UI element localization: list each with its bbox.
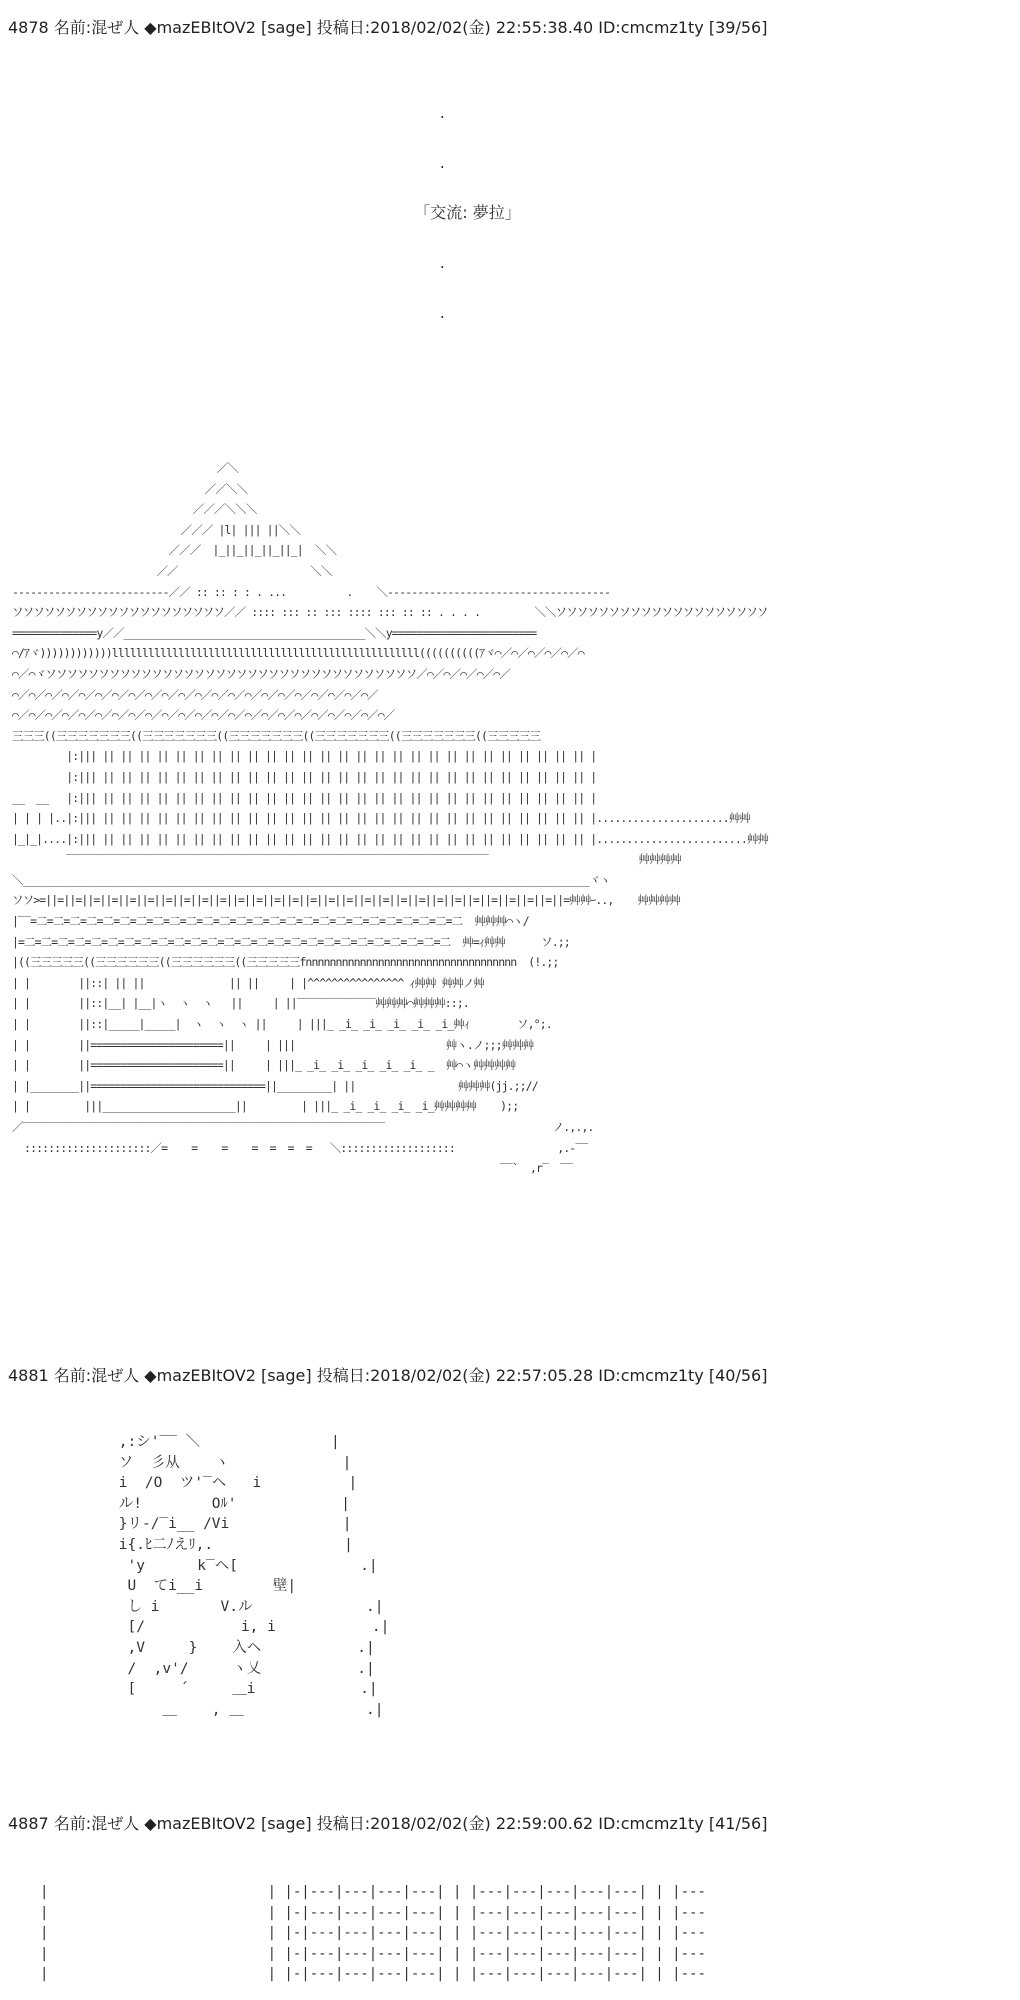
ascii-art-character-wall: ,:シ'‾‾ ＼ | ソ 彡从 ヽ | i /O ツ'‾ヘ i | ル! Oﾙ' | }リ-/‾i__ /Vi | i{.ﾋ二ﾉえﾘ,. | 'y k‾ヘ[ .| U てi__i 壁| し i V.ル .| [/ i, i .| ,V } 入ヘ .| / ,v'/ ヽ乂 .| [ ´ ＿i .| ＿ , ＿ .| bbox=[118, 1434, 390, 1718]
post-header: 4881 名前:混ぜ人 ◆mazEBItOV2 [sage] 投稿日:2018/02/02(金) 22:57:05.28 ID:cmcmz1ty [40/56] bbox=[8, 1366, 768, 1385]
ascii-art-house: ／＼ ／／＼＼ ／／／＼＼＼ ／／／ |l| ||| ||＼＼ ／／／ |_||_||_||_||_| ＼＼ ／／ ＼＼ --------------------------／／ :: :: : : . ... . ＼------------------------------------- ソソソソソソソソソソソソソソソソソソソソ／／ :::: ::: :: ::: :::: ::: :: :: . . . . ＼＼ソソソソソソソソソソソソソソソソソソソソ ==============y／／________________________________________＼＼y======================== ⌒/ｱヾ))))))))))))lllllllllllllllllllllllllllllllllllllllllllllllllll((((((((((ｱヾ⌒／⌒／⌒／⌒／⌒／⌒ ⌒／⌒ヾソソソソソソソソソソソソソソソソソソソソソソソソソソソソソソソソソソソ／⌒／⌒／⌒／⌒／⌒／ ⌒／⌒／⌒／⌒／⌒／⌒／⌒／⌒／⌒／⌒／⌒／⌒／⌒／⌒／⌒／⌒／⌒／⌒／⌒／⌒／⌒／⌒／ ⌒／⌒／⌒／⌒／⌒／⌒／⌒／⌒／⌒／⌒／⌒／⌒／⌒／⌒／⌒／⌒／⌒／⌒／⌒／⌒／⌒／⌒／⌒／ 三三三((三三三三三三三((三三三三三三三((三三三三三三三((三三三三三三三((三三三三三三三((三三三三三 |:||| || || || || || || || || || || || || || || || || || || || || || || || || || || || | |:||| || || || || || || || || || || || || || || || || || || || || || || || || || || || | __ __ |:||| || || || || || || || || || || || || || || || || || || || || || || || || || || || | | | | |..|:||| || || || || || || || || || || || || || || || || || || || || || || || || || || || |......................艸艸 |_|_|....|:||| || || || || || || || || || || || || || || || || || || || || || || || || || || || |.........................艸艸 ‾‾‾‾‾‾‾‾‾‾‾‾‾‾‾‾‾‾‾‾‾‾‾‾‾‾‾‾‾‾‾‾‾‾‾‾‾‾‾‾‾‾‾‾‾‾‾‾‾‾‾‾‾‾‾‾‾‾‾‾‾‾‾‾‾‾‾‾‾‾ 艸艸艸艸 ＼______________________________________________________________________________________________ヾヽ ソソ>=||=||=||=||=||=||=||=||=||=||=||=||=||=||=||=||=||=||=||=||=||=||=||=||=||=||=||=||=||=艸艸ｰ.., 艸艸艸艸 |‾‾=二=二=二=二=二=二=二=二=二=二=二=二=二=二=二=二=二=二=二=二=二=二=二=二=二=二 艸艸艸⌒ヽ/ |=二=二=二=二=二=二=二=二=二=二=二=二=二=二=二=二=二=二=二=二=二=二=二=二=二=二 艸=ｨ艸艸 ソ.;; |((三三三三三((三三三三三三((三三三三三三((三三三三三fnnnnnnnnnnnnnnnnnnnnnnnnnnnnnnnnnnn (!.;; | | ||::| || || || || | |^^^^^^^^^^^^^^^^ ｨ艸艸 艸艸ノ艸 | | ||::|__| |__|ヽ ヽ ヽ || | ||‾‾‾‾‾‾‾‾‾‾‾‾‾艸艸艸⌒艸艸艸::;. | | ||::|_____|_____| ヽ ヽ ヽ || | |||_ _i_ _i_ _i_ _i_ _i_艸ｨ ソ,°;. | | ||======================|| | ||| 艸ヽ.ノ;;;艸艸艸 | | ||======================|| | |||_ _i_ _i_ _i_ _i_ _i_ _ 艸⌒ヽ艸艸艸艸 | |________||=============================||_________| || 艸艸艸(jj.;;// | | |||______________________|| | |||_ _i_ _i_ _i_ _i_艸艸艸艸 );; ／‾‾‾‾‾‾‾‾‾‾‾‾‾‾‾‾‾‾‾‾‾‾‾‾‾‾‾‾‾‾‾‾‾‾‾‾‾‾‾‾‾‾‾‾‾‾‾‾‾‾‾‾‾‾‾‾‾‾‾‾ ノ.,.,. :::::::::::::::::::::／= = = = = = = ＼::::::::::::::::::: ,.-‾‾ ‾‾` ,r‾ ‾‾ bbox=[12, 461, 769, 1176]
ascii-art-building: | | |-|---|---|---|---| | |---|---|---|---|---| | |--- | | |-|---|---|---|---| | |---|---|---|---|---| | |--- | | |-|---|---|---|---| | |---|---|---|---|---| | |--- | | |-|---|---|---|---| | |---|---|---|---|---| | |--- | | |-|---|---|---|---| | |---|---|---|---|---| | |--- bbox=[40, 1884, 706, 1982]
post-header: 4878 名前:混ぜ人 ◆mazEBItOV2 [sage] 投稿日:2018/02/02(金) 22:55:38.40 ID:cmcmz1ty [39/56] bbox=[8, 18, 768, 37]
post-header: 4887 名前:混ぜ人 ◆mazEBItOV2 [sage] 投稿日:2018/02/02(金) 22:59:00.62 ID:cmcmz1ty [41/56] bbox=[8, 1814, 768, 1833]
post-body-text: . . 「交流: 夢拉」 . . bbox=[414, 103, 521, 322]
